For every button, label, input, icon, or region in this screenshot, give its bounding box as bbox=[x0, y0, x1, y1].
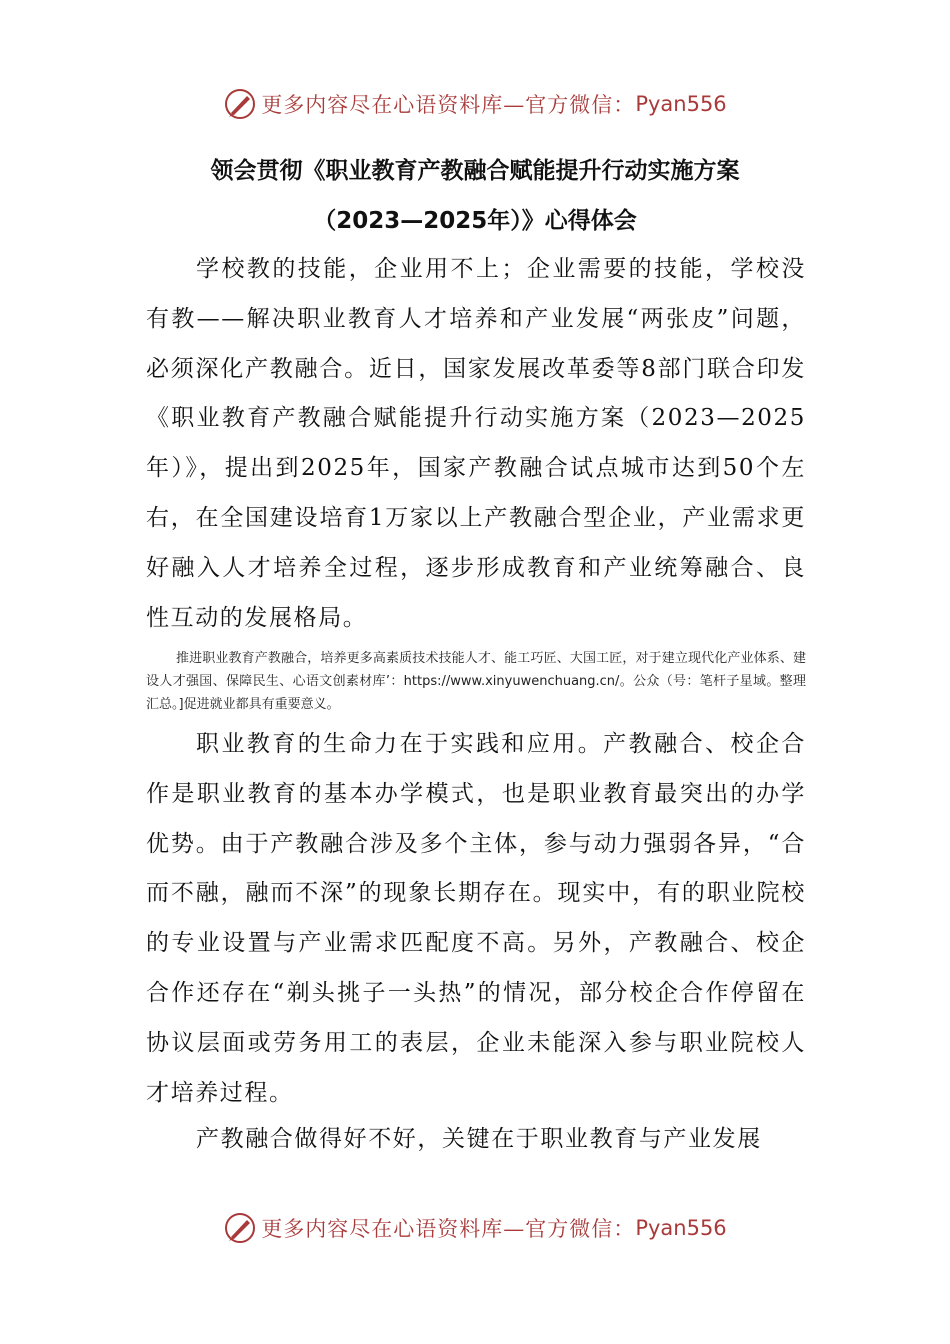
banner-text: 更多内容尽在心语资料库—官方微信： bbox=[261, 1217, 636, 1241]
document-title-line1: 领会贯彻《职业教育产教融合赋能提升行动实施方案 bbox=[210, 158, 740, 184]
inserted-note: 推进职业教育产教融合，培养更多高素质技术技能人才、能工巧匠、大国工匠，对于建立现代化产业体系、建设人才强国、保障民生、心语文创素材库’：https://www.xinyuwenchuang.cn/。公众（号：笔杆子星域。整理汇总。]促进就业都具有重要意义。 bbox=[146, 651, 806, 712]
banner-text: 更多内容尽在心语资料库—官方微信： bbox=[261, 93, 636, 117]
pen-logo-icon bbox=[223, 1211, 257, 1245]
body-paragraph-3: 产教融合做得好不好，关键在于职业教育与产业发展 bbox=[196, 1126, 762, 1152]
body-paragraph-1: 学校教的技能，企业用不上；企业需要的技能，学校没有教——解决职业教育人才培养和产业发展“两张皮”问题，必须深化产教融合。近日，国家发展改革委等8部门联合印发《职业教育产教融合赋能提升行动实施方案（2023—2025年）》，提出到2025年，国家产教融合试点城市达到50个左右，在全国建设培育1万家以上产教融合型企业，产业需求更好融入人才培养全过程，逐步形成教育和产业统筹融合、良性互动的发展格局。 bbox=[146, 256, 806, 631]
banner-wechat-handle: Pyan556 bbox=[635, 1216, 727, 1240]
body-paragraph-2: 职业教育的生命力在于实践和应用。产教融合、校企合作是职业教育的基本办学模式，也是职业教育最突出的办学优势。由于产教融合涉及多个主体，参与动力强弱各异，“合而不融，融而不深”的现象长期存在。现实中，有的职业院校的专业设置与产业需求匹配度不高。另外，产教融合、校企合作还存在“剃头挑子一头热”的情况，部分校企合作停留在协议层面或劳务用工的表层，企业未能深入参与职业院校人才培养过程。 bbox=[146, 731, 806, 1106]
pen-logo-icon bbox=[223, 87, 257, 121]
footer-banner bbox=[0, 1208, 950, 1248]
banner-wechat-handle: Pyan556 bbox=[635, 92, 727, 116]
document-title-line2: （2023—2025年）》心得体会 bbox=[313, 208, 637, 234]
header-banner bbox=[0, 84, 950, 124]
